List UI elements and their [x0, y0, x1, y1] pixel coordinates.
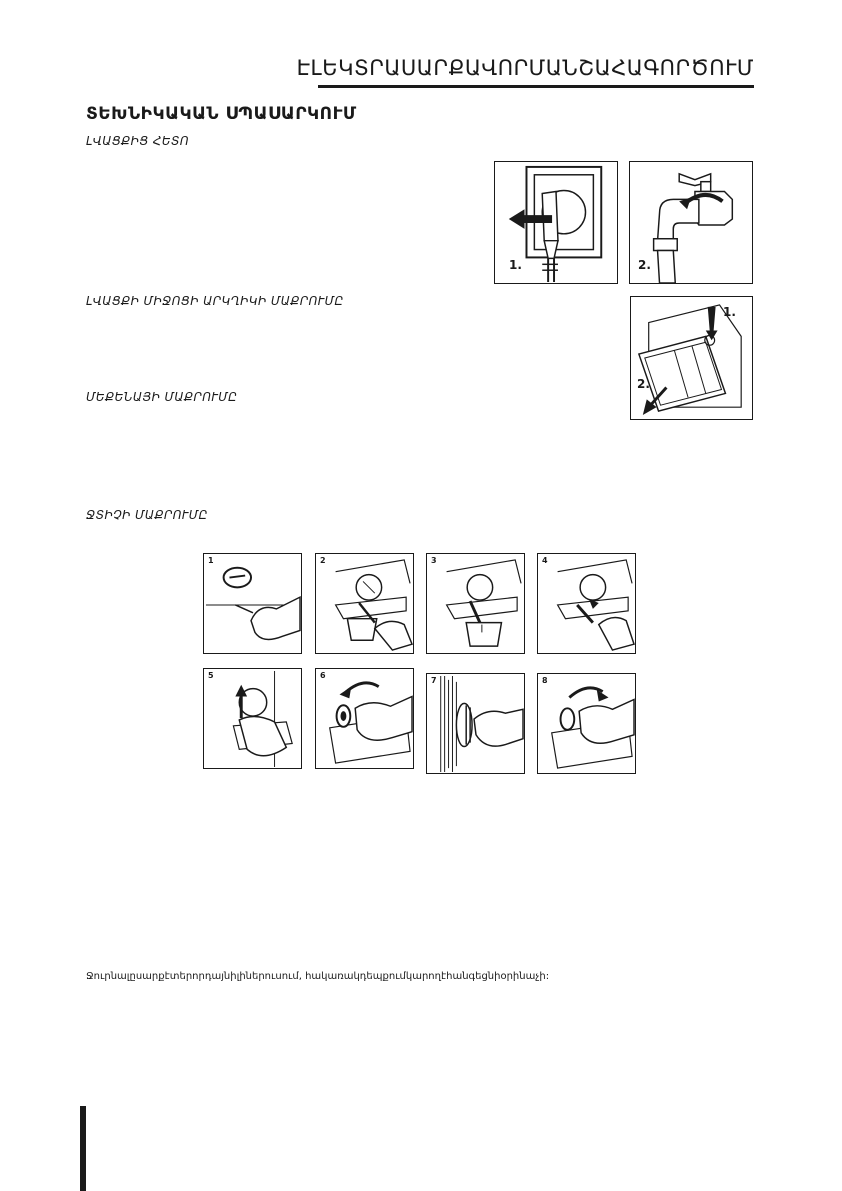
subhead-after-wash: ԼՎԱՑՔԻՑ ՀԵՏՈ: [86, 134, 190, 148]
filter-step-3: [426, 553, 525, 654]
filter-step-number: 6: [320, 671, 326, 680]
drawer-press-label: 1.: [723, 305, 736, 319]
filter-step-number: 1: [208, 556, 214, 565]
filter-step-2: [315, 553, 414, 654]
unplug-step-label: 1.: [509, 258, 522, 272]
filter-step-number: 4: [542, 556, 548, 565]
filter-step-number: 7: [431, 676, 437, 685]
filter-step-number: 8: [542, 676, 548, 685]
header-title: ԷԼԵԿՏՐԱՍԱՐՔԱՎՈՐՄԱՆՇԱՀԱԳՈՐԾՈՒՄ: [296, 56, 754, 80]
filter-step-8: [537, 673, 636, 774]
filter-step-number: 2: [320, 556, 326, 565]
detergent-drawer-figure: [630, 296, 753, 420]
filter-step-5: [203, 668, 302, 769]
filter-step-number: 3: [431, 556, 437, 565]
subhead-detergent-drawer-cleaning: ԼՎԱՑՔԻ ՄԻՋՈՑԻ ԱՐԿՂԻԿԻ ՄԱՔՐՈՒՄԸ: [86, 294, 344, 308]
page-edge-bar: [80, 1106, 86, 1191]
unplug-figure: [494, 161, 618, 284]
drawer-pull-label: 2.: [637, 377, 650, 391]
subhead-machine-cleaning: ՄԵՔԵՆԱՅԻ ՄԱՔՐՈՒՄԸ: [86, 390, 238, 404]
filter-step-4: [537, 553, 636, 654]
filter-step-number: 5: [208, 671, 214, 680]
water-tap-figure: [629, 161, 753, 284]
section-title: ՏԵԽՆԻԿԱԿԱՆ ՍՊԱՍԱՐԿՈՒՄ: [86, 104, 357, 124]
subhead-filter-cleaning: ՋՏԻՉԻ ՄԱՔՐՈՒՄԸ: [86, 508, 208, 522]
filter-step-7: [426, 673, 525, 774]
tap-step-label: 2.: [638, 258, 651, 272]
filter-step-6: [315, 668, 414, 769]
filter-step-1: [203, 553, 302, 654]
header-rule: [318, 85, 754, 88]
footer-note: Ջուրնալըսարքէտերորդայնիլիներուսում, հակառակդեպքումկարողէհանգեցնիօրինաչի:: [86, 971, 550, 982]
